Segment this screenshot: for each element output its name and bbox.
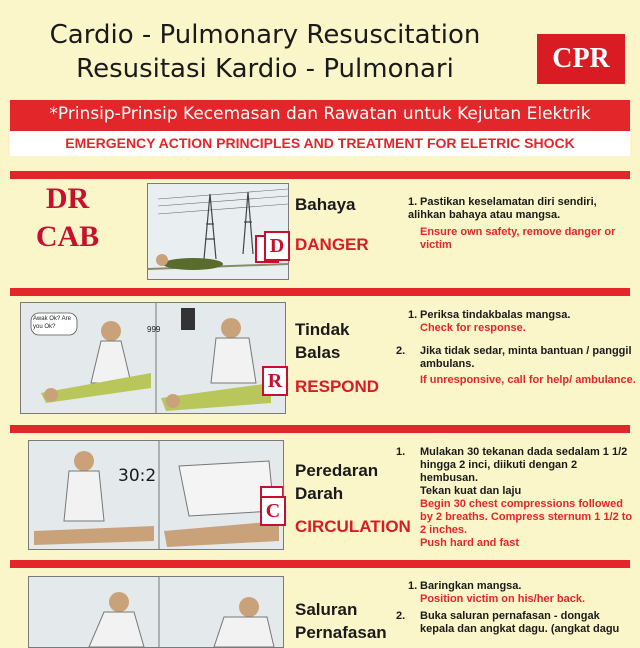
step-name-line: Pernafasan	[295, 623, 387, 642]
title-line-malay: Resusitasi Kardio - Pulmonari	[76, 54, 454, 84]
step-name-respond	[295, 318, 349, 364]
step-letter-d: D	[264, 231, 290, 261]
step-letter-c: C	[260, 496, 286, 526]
acronym-drcab	[20, 180, 115, 256]
instructions-respond	[396, 309, 636, 387]
step-name-circulation	[295, 459, 378, 505]
banner-english: EMERGENCY ACTION PRINCIPLES AND TREATMENT FOR ELETRIC SHOCK	[10, 131, 630, 156]
step-name-airway	[295, 598, 387, 644]
speech-bubble: Awak Ok? Are you Ok?	[33, 316, 71, 330]
circulation-illustration	[28, 440, 284, 550]
banner-malay: *Prinsip-Prinsip Kecemasan dan Rawatan untuk Kejutan Elektrik	[49, 104, 591, 124]
step-name-line: Balas	[295, 343, 341, 362]
step-english-respond: RESPOND	[295, 377, 380, 396]
instruction-item: 2. Jika tidak sedar, minta bantuan / panggil ambulans.	[396, 345, 632, 370]
instruction-item-extra: Tekan kuat dan laju	[420, 485, 522, 497]
instruction-english: Check for response.	[420, 322, 526, 334]
airway-scene-icon	[29, 577, 283, 647]
emergency-number: 999	[147, 325, 161, 334]
instruction-item: 1. Mulakan 30 tekanan dada sedalam 1 1/2 hingga 2 inci, diikuti dengan 2 hembusan.	[396, 446, 628, 484]
banner	[10, 100, 630, 156]
instructions-danger	[408, 196, 636, 252]
divider	[10, 560, 630, 568]
step-english-danger: DANGER	[295, 235, 369, 254]
divider	[10, 288, 630, 296]
step-name-line: Saluran	[295, 600, 358, 619]
acronym-dr: DR	[45, 182, 90, 215]
instruction-english: If unresponsive, call for help/ ambulance.	[420, 374, 636, 386]
cpr-badge: CPR	[537, 34, 625, 84]
instruction-english: Position victim on his/her back.	[420, 593, 586, 605]
respond-illustration	[20, 302, 286, 414]
page-title	[0, 18, 530, 86]
instruction-item: 1. Baringkan mangsa.	[408, 580, 522, 592]
circulation-scene-icon	[29, 441, 283, 549]
step-letter-r: R	[262, 366, 288, 396]
step-name-line: Peredaran	[295, 461, 379, 480]
step-name-danger: Bahaya	[295, 195, 356, 214]
instruction-english-extra: Push hard and fast	[420, 537, 520, 549]
instruction-item: 1. Periksa tindakbalas mangsa.	[408, 309, 571, 321]
instruction-english: Ensure own safety, remove danger or victim	[420, 226, 616, 251]
divider	[10, 425, 630, 433]
instructions-circulation	[396, 446, 636, 550]
airway-illustration	[28, 576, 284, 648]
title-line-english: Cardio - Pulmonary Resuscitation	[49, 20, 481, 50]
step-english-circulation: CIRCULATION	[295, 517, 411, 536]
step-name-line: Darah	[295, 484, 344, 503]
instruction-english: Begin 30 chest compressions followed by 2 breaths. Compress sternum 1 1/2 to 2 inches.	[420, 498, 633, 536]
acronym-cab: CAB	[35, 220, 100, 253]
compression-ratio: 30:2	[118, 466, 157, 486]
step-name-line: Tindak	[295, 320, 350, 339]
divider	[10, 171, 630, 179]
instructions-airway	[396, 580, 636, 636]
instruction-item: 1. Pastikan keselamatan diri sendiri, alihkan bahaya atau mangsa.	[408, 196, 597, 221]
instruction-item: 2. Buka saluran pernafasan - dongak kepala dan angkat dagu. (angkat dagu	[396, 610, 620, 635]
